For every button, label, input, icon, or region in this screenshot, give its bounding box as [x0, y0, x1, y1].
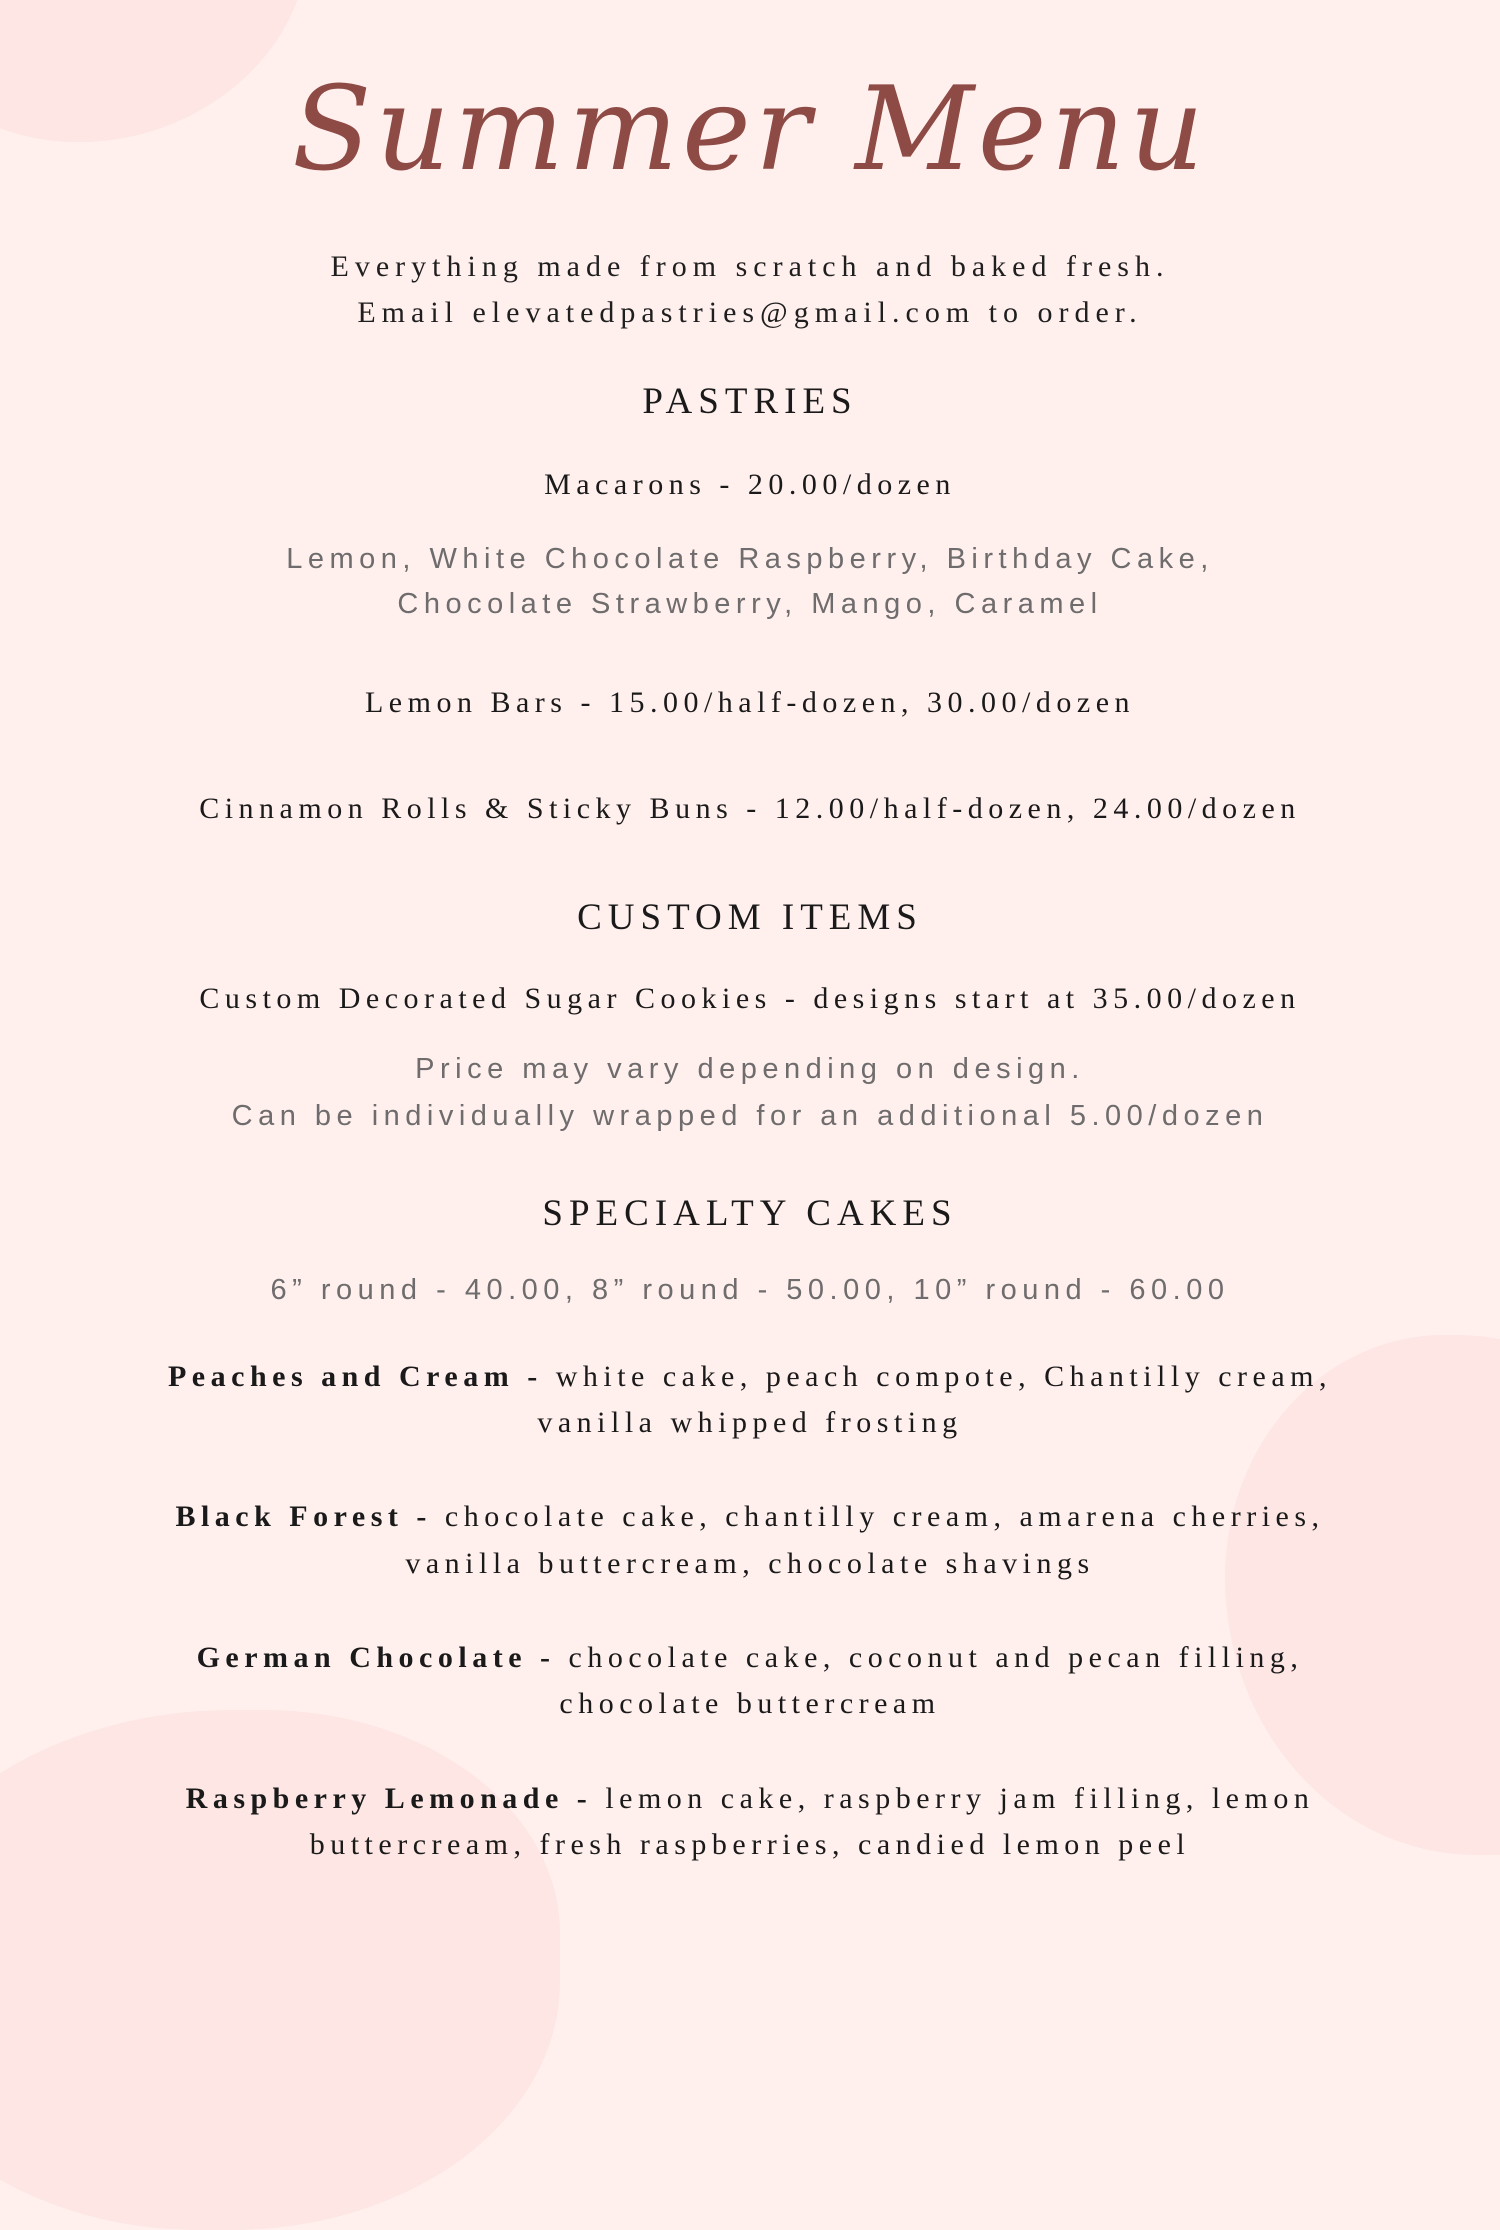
macaron-flavors-line-2: Chocolate Strawberry, Mango, Caramel	[397, 588, 1103, 620]
cake-raspberry-lemonade-line-2: buttercream, fresh raspberries, candied lemon peel	[309, 1828, 1191, 1861]
sugar-cookies-item: Custom Decorated Sugar Cookies - designs start at 35.00/dozen	[199, 982, 1301, 1015]
cookies-note-line-2: Can be individually wrapped for an additional 5.00/dozen	[231, 1100, 1269, 1132]
cake-name: Raspberry Lemonade -	[185, 1782, 593, 1815]
cake-raspberry-lemonade-line-1	[0, 1782, 1500, 1816]
custom-items-heading: CUSTOM ITEMS	[577, 897, 923, 938]
menu-title: Summer Menu	[292, 62, 1208, 197]
intro-line-2: Email elevatedpastries@gmail.com to order.	[357, 296, 1143, 329]
cake-peaches-line-2: vanilla whipped frosting	[537, 1406, 963, 1439]
cinnamon-rolls-item: Cinnamon Rolls & Sticky Buns - 12.00/half-dozen, 24.00/dozen	[199, 792, 1301, 825]
specialty-cakes-heading: SPECIALTY CAKES	[542, 1193, 958, 1234]
cake-description: chocolate cake, coconut and pecan filling,	[568, 1641, 1304, 1674]
intro-line-1: Everything made from scratch and baked fresh.	[330, 250, 1170, 283]
cake-description: lemon cake, raspberry jam filling, lemon	[605, 1782, 1315, 1815]
macaron-flavors-line-1: Lemon, White Chocolate Raspberry, Birthday Cake,	[286, 543, 1214, 575]
cake-name: German Chocolate -	[196, 1641, 556, 1674]
cake-description: white cake, peach compote, Chantilly cream,	[555, 1360, 1332, 1393]
lemon-bars-item: Lemon Bars - 15.00/half-dozen, 30.00/dozen	[364, 686, 1136, 719]
cake-name: Black Forest -	[175, 1500, 432, 1533]
cake-german-chocolate-line-2: chocolate buttercream	[559, 1687, 941, 1720]
cake-sizes: 6” round - 40.00, 8” round - 50.00, 10” round - 60.00	[270, 1274, 1230, 1306]
cake-black-forest-line-2: vanilla buttercream, chocolate shavings	[405, 1547, 1095, 1580]
cake-german-chocolate-line-1	[0, 1641, 1500, 1675]
pastries-heading: PASTRIES	[642, 381, 858, 422]
cake-name: Peaches and Cream -	[167, 1360, 543, 1393]
cake-description: chocolate cake, chantilly cream, amarena cherries,	[444, 1500, 1325, 1533]
cookies-note-line-1: Price may vary depending on design.	[415, 1053, 1085, 1085]
cake-peaches-line-1	[0, 1360, 1500, 1394]
cake-black-forest-line-1	[0, 1500, 1500, 1534]
macarons-item: Macarons - 20.00/dozen	[544, 468, 956, 501]
